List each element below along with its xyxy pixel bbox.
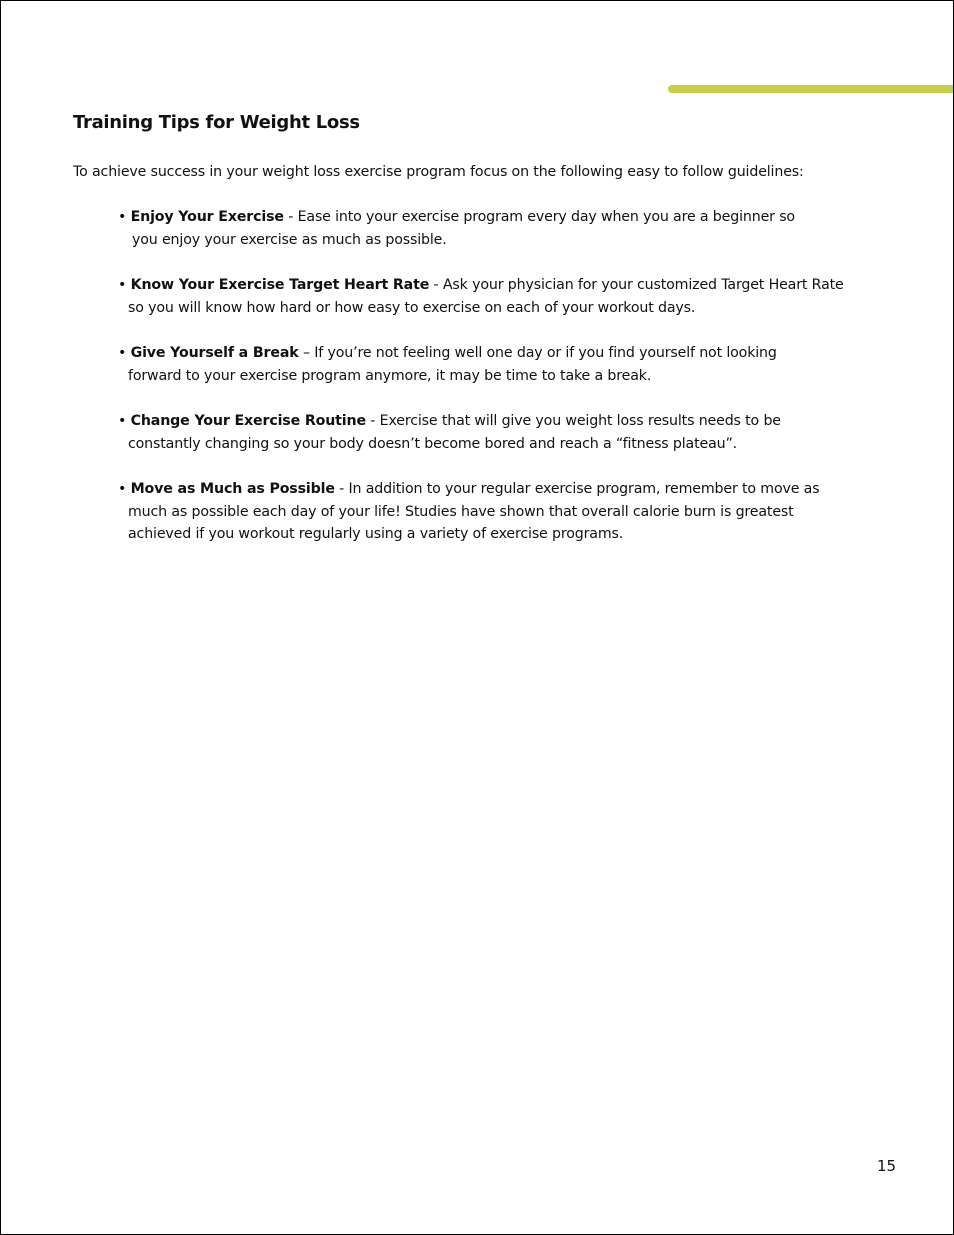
bullet: • [118, 277, 131, 293]
tip-first-line [118, 342, 908, 365]
tip-move-as-much-as-possible [118, 478, 908, 546]
tip-text: - Ask your physician for your customized Target Heart Rate [429, 277, 844, 293]
tip-continuation-line: much as possible each day of your life! Studies have shown that overall calorie burn is greatest [128, 503, 794, 520]
bullet: • [118, 209, 131, 225]
intro-paragraph: To achieve success in your weight loss exercise program focus on the following easy to follow guidelines: [73, 164, 804, 180]
tip-continuation-line: you enjoy your exercise as much as possible. [132, 231, 447, 248]
tips-list [118, 206, 908, 569]
accent-bar [668, 85, 954, 93]
tip-text: - Ease into your exercise program every day when you are a beginner so [283, 209, 795, 225]
tip-first-line [118, 206, 908, 229]
tip-first-line [118, 274, 908, 297]
tip-first-line [118, 478, 908, 501]
tip-continuation-line: so you will know how hard or how easy to exercise on each of your workout days. [128, 299, 696, 316]
tip-first-line [118, 410, 908, 433]
tip-continuation-line: achieved if you workout regularly using a variety of exercise programs. [128, 526, 624, 542]
tip-give-yourself-a-break [118, 342, 908, 387]
page-title: Training Tips for Weight Loss [73, 112, 360, 133]
tip-title: Change Your Exercise Routine [130, 413, 366, 429]
bullet: • [118, 481, 131, 497]
tip-text: – If you’re not feeling well one day or if you find yourself not looking [298, 345, 777, 361]
bullet: • [118, 413, 131, 429]
page-number: 15 [877, 1157, 897, 1175]
tip-change-exercise-routine [118, 410, 908, 455]
tip-title: Know Your Exercise Target Heart Rate [130, 277, 430, 293]
tip-continuation-line: forward to your exercise program anymore, it may be time to take a break. [128, 367, 652, 384]
tip-title: Give Yourself a Break [130, 345, 299, 361]
tip-title: Enjoy Your Exercise [130, 209, 284, 225]
bullet: • [118, 345, 131, 361]
tip-target-heart-rate [118, 274, 908, 319]
tip-text: - Exercise that will give you weight loss results needs to be [365, 413, 781, 429]
tip-enjoy-your-exercise [118, 206, 908, 251]
tip-title: Move as Much as Possible [130, 481, 335, 497]
tip-continuation-line: constantly changing so your body doesn’t become bored and reach a “fitness plateau”. [128, 435, 738, 452]
tip-text: - In addition to your regular exercise program, remember to move as [334, 481, 820, 497]
